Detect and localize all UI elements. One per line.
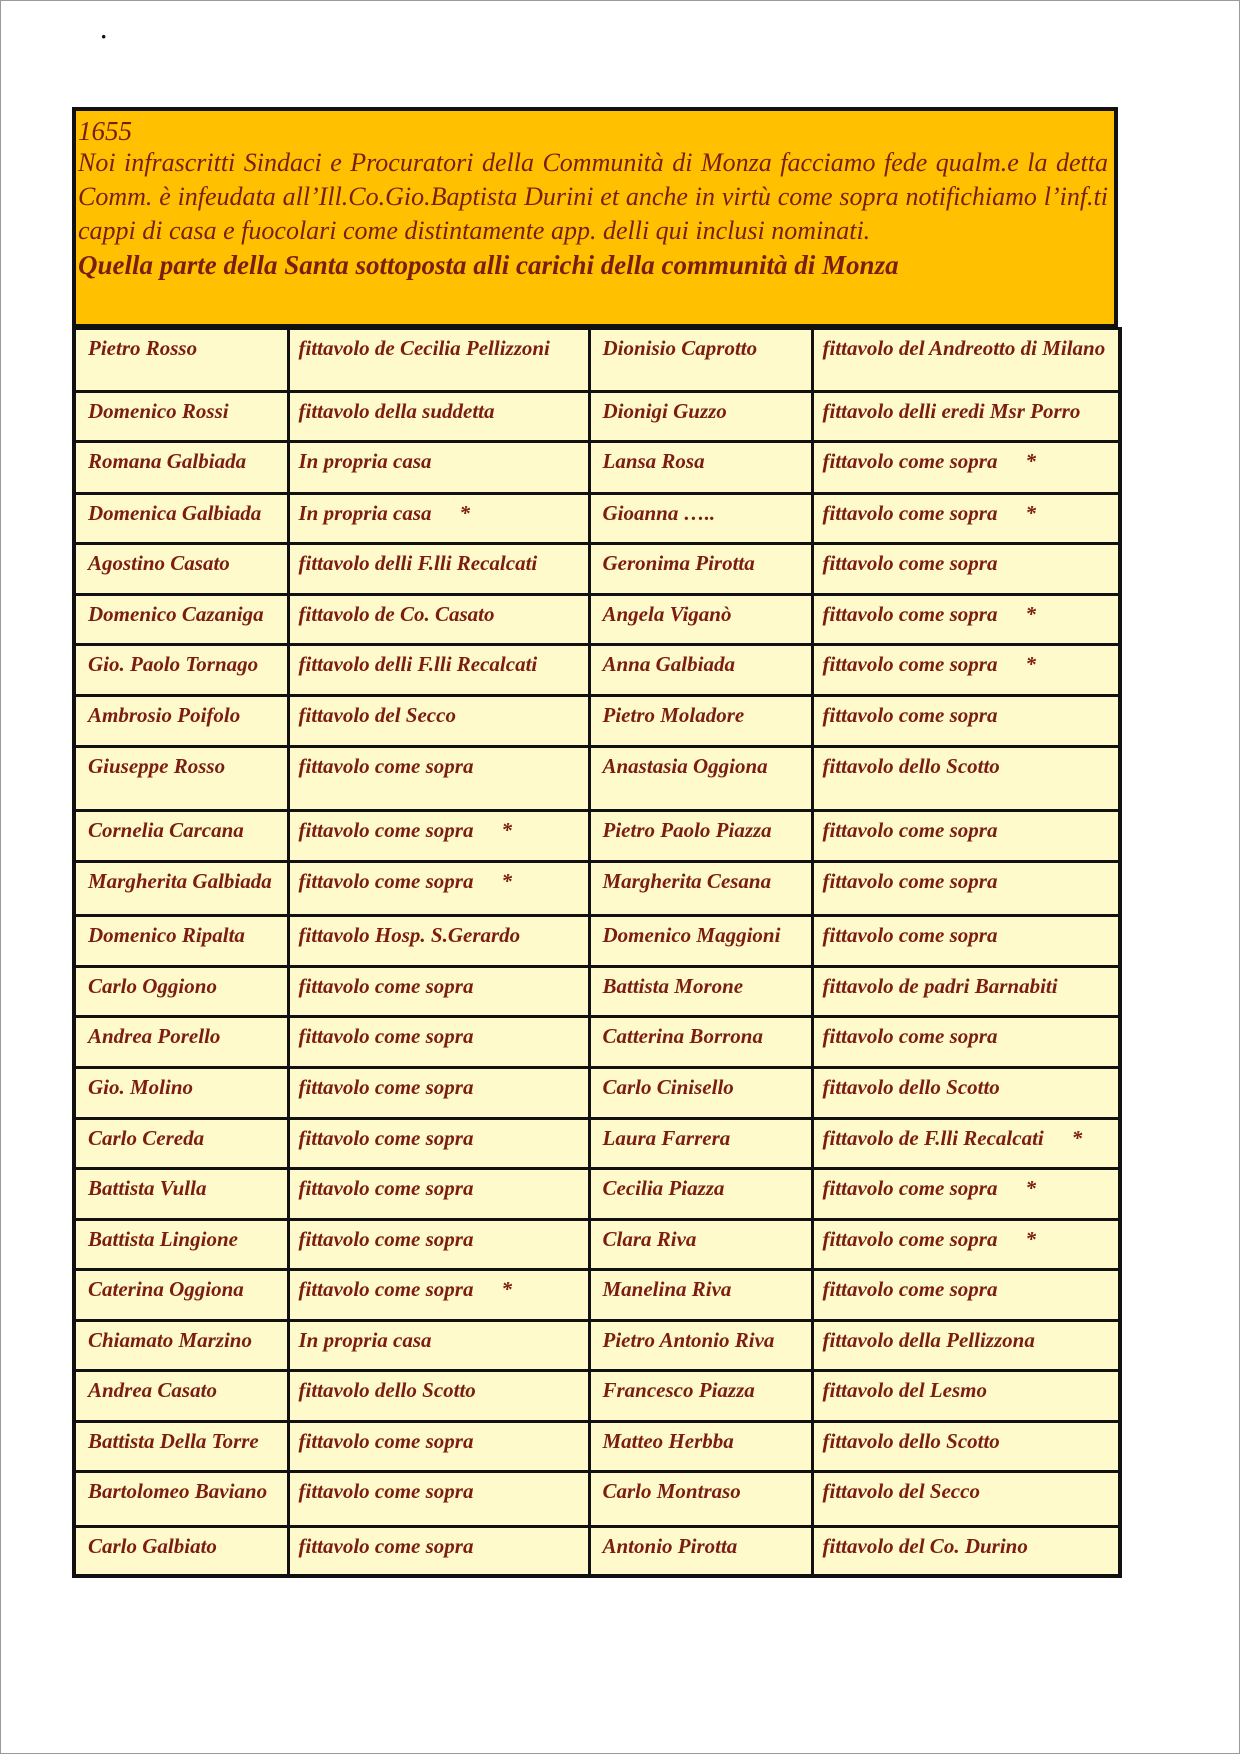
person-name-right-text: Dionigi Guzzo bbox=[602, 398, 727, 423]
person-name-left-text: Battista Della Torre bbox=[88, 1428, 259, 1453]
tenancy-right bbox=[812, 966, 1120, 1017]
person-name-left-text: Ambrosio Poifolo bbox=[88, 702, 241, 727]
tenancy-left bbox=[288, 391, 589, 442]
tenancy-left bbox=[288, 645, 589, 696]
tenancy-right bbox=[812, 1118, 1120, 1169]
table-row bbox=[74, 916, 1120, 967]
table-row bbox=[74, 1320, 1120, 1371]
tenancy-left-text: fittavolo come sopra bbox=[298, 1125, 474, 1150]
tenancy-right-text: fittavolo come sopra bbox=[822, 652, 998, 677]
tenancy-left-text: fittavolo del Secco bbox=[298, 702, 456, 727]
tenancy-right-text: fittavolo come sopra bbox=[822, 1277, 998, 1302]
tenancy-right bbox=[812, 391, 1120, 442]
person-name-left-text: Battista Lingione bbox=[88, 1226, 238, 1251]
person-name-right bbox=[589, 493, 812, 544]
tenancy-left-text: fittavolo come sopra bbox=[298, 1024, 474, 1049]
person-name-left bbox=[74, 695, 288, 746]
tenancy-right bbox=[812, 1320, 1120, 1371]
person-name-right bbox=[589, 1270, 812, 1321]
tenancy-left bbox=[288, 1421, 589, 1472]
person-name-left bbox=[74, 916, 288, 967]
table-row bbox=[74, 493, 1120, 544]
table-row bbox=[74, 1371, 1120, 1422]
person-name-right-text: Margherita Cesana bbox=[602, 868, 772, 893]
person-name-left bbox=[74, 1017, 288, 1068]
asterisk-mark: * bbox=[1025, 652, 1036, 677]
person-name-left-text: Margherita Galbiada bbox=[88, 868, 272, 893]
person-name-right bbox=[589, 391, 812, 442]
person-name-right bbox=[589, 1017, 812, 1068]
person-name-left-text: Gio. Paolo Tornago bbox=[88, 652, 259, 677]
tenancy-left bbox=[288, 1118, 589, 1169]
tenancy-left bbox=[288, 695, 589, 746]
person-name-right-text: Laura Farrera bbox=[602, 1125, 731, 1150]
tenancy-left-text: fittavolo come sopra bbox=[298, 1226, 474, 1251]
person-name-left-text: Andrea Casato bbox=[88, 1378, 217, 1403]
person-name-right bbox=[589, 1371, 812, 1422]
table-row bbox=[74, 1472, 1120, 1527]
person-name-left-text: Gio. Molino bbox=[88, 1074, 194, 1099]
table-row bbox=[74, 1219, 1120, 1270]
table-row bbox=[74, 695, 1120, 746]
asterisk-mark: * bbox=[1071, 1125, 1083, 1150]
tenancy-right-text: fittavolo come sopra bbox=[822, 551, 998, 576]
person-name-left bbox=[74, 861, 288, 916]
asterisk-mark: * bbox=[1025, 449, 1036, 474]
tenancy-left-text: In propria casa bbox=[298, 500, 432, 525]
person-name-left-text: Carlo Galbiato bbox=[88, 1533, 217, 1558]
tenancy-left-text: fittavolo come sopra bbox=[298, 973, 474, 998]
tenancy-right-text: fittavolo come sopra bbox=[822, 818, 998, 843]
person-name-left-text: Caterina Oggiona bbox=[88, 1277, 244, 1302]
person-name-left-text: Domenica Galbiada bbox=[88, 500, 262, 525]
person-name-right-text: Clara Riva bbox=[602, 1226, 697, 1251]
person-name-right bbox=[589, 1169, 812, 1220]
person-name-left bbox=[74, 1118, 288, 1169]
person-name-left-text: Andrea Porello bbox=[88, 1024, 221, 1049]
person-name-left-text: Pietro Rosso bbox=[88, 336, 198, 360]
tenancy-left-text: fittavolo delli F.lli Recalcati bbox=[298, 652, 538, 677]
register-body bbox=[74, 329, 1120, 1577]
tenancy-left-text: fittavolo come sopra bbox=[298, 1074, 474, 1099]
tenancy-right bbox=[812, 916, 1120, 967]
person-name-right bbox=[589, 966, 812, 1017]
person-name-left bbox=[74, 442, 288, 494]
asterisk-mark: * bbox=[459, 500, 471, 525]
person-name-left bbox=[74, 1219, 288, 1270]
person-name-right bbox=[589, 811, 812, 862]
tenancy-left bbox=[288, 1067, 589, 1118]
tenancy-left-text: fittavolo come sopra bbox=[298, 1176, 474, 1201]
person-name-right-text: Battista Morone bbox=[602, 973, 744, 998]
person-name-left-text: Domenico Rossi bbox=[88, 398, 229, 423]
tenancy-left-text: fittavolo come sopra bbox=[298, 1479, 474, 1504]
tenancy-left bbox=[288, 746, 589, 811]
tenancy-left-text: fittavolo de Cecilia Pellizzoni bbox=[298, 336, 550, 360]
table-row bbox=[74, 594, 1120, 645]
person-name-right-text: Pietro Paolo Piazza bbox=[602, 818, 772, 843]
person-name-right-text: Anastasia Oggiona bbox=[602, 753, 768, 778]
tenancy-left bbox=[288, 493, 589, 544]
tenancy-left-text: In propria casa bbox=[298, 1327, 432, 1352]
person-name-left bbox=[74, 645, 288, 696]
table-row bbox=[74, 811, 1120, 862]
table-row bbox=[74, 1017, 1120, 1068]
person-name-right bbox=[589, 916, 812, 967]
tenancy-right-text: fittavolo come sopra bbox=[822, 449, 998, 474]
table-row bbox=[74, 746, 1120, 811]
tenancy-right bbox=[812, 1472, 1120, 1527]
person-name-right bbox=[589, 1067, 812, 1118]
tenancy-left bbox=[288, 329, 589, 392]
table-row bbox=[74, 329, 1120, 392]
person-name-right-text: Gioanna ….. bbox=[602, 500, 716, 525]
document-year: 1655 bbox=[78, 116, 132, 146]
tenancy-left-text: fittavolo come sopra bbox=[298, 1277, 474, 1302]
person-name-right bbox=[589, 1219, 812, 1270]
tenancy-right bbox=[812, 1421, 1120, 1472]
table-row bbox=[74, 1067, 1120, 1118]
tenancy-right-text: fittavolo come sopra bbox=[822, 601, 998, 626]
person-name-right bbox=[589, 861, 812, 916]
tenancy-right bbox=[812, 861, 1120, 916]
person-name-left bbox=[74, 594, 288, 645]
tenancy-left-text: fittavolo della suddetta bbox=[298, 398, 495, 423]
asterisk-mark: * bbox=[501, 818, 512, 843]
person-name-left bbox=[74, 329, 288, 392]
tenancy-left-text: fittavolo Hosp. S.Gerardo bbox=[298, 923, 521, 948]
tenancy-right-text: fittavolo come sopra bbox=[822, 1024, 998, 1049]
tenancy-right bbox=[812, 594, 1120, 645]
person-name-left bbox=[74, 391, 288, 442]
tenancy-right bbox=[812, 1219, 1120, 1270]
document-header bbox=[72, 107, 1118, 327]
person-name-left-text: Carlo Oggiono bbox=[88, 973, 217, 998]
person-name-left bbox=[74, 1320, 288, 1371]
person-name-left-text: Giuseppe Rosso bbox=[88, 753, 226, 778]
person-name-right bbox=[589, 442, 812, 494]
person-name-right-text: Manelina Riva bbox=[602, 1277, 732, 1302]
tenancy-right-text: fittavolo come sopra bbox=[822, 500, 998, 525]
tenancy-right bbox=[812, 1270, 1120, 1321]
tenancy-left bbox=[288, 1270, 589, 1321]
declaration-text: Noi infrascritti Sindaci e Procuratori della Communità di Monza facciamo fede qualm.e la detta Comm. è infeudata all’Ill.Co.Gio.Baptista Durini et anche in virtù come sopra notifichiamo l’inf.ti cappi di casa e fuocolari come distintamente app. delli qui inclusi nominati. bbox=[78, 148, 1108, 245]
person-name-right-text: Francesco Piazza bbox=[602, 1378, 755, 1403]
person-name-left bbox=[74, 1169, 288, 1220]
person-name-left bbox=[74, 811, 288, 862]
tenancy-right-text: fittavolo del Secco bbox=[822, 1479, 980, 1504]
tenancy-left bbox=[288, 916, 589, 967]
person-name-left-text: Chiamato Marzino bbox=[88, 1327, 252, 1352]
person-name-left bbox=[74, 544, 288, 595]
person-name-right-text: Catterina Borrona bbox=[602, 1024, 763, 1049]
tenancy-right-text: fittavolo del Andreotto di Milano bbox=[822, 336, 1106, 360]
person-name-right bbox=[589, 544, 812, 595]
person-name-left-text: Carlo Cereda bbox=[88, 1125, 205, 1150]
person-name-right bbox=[589, 1118, 812, 1169]
tenancy-left bbox=[288, 594, 589, 645]
tenancy-left-text: fittavolo come sopra bbox=[298, 1533, 474, 1558]
tenancy-right bbox=[812, 1526, 1120, 1576]
register-subtitle: Quella parte della Santa sottoposta alli carichi della communità di Monza bbox=[78, 250, 899, 280]
person-name-right bbox=[589, 645, 812, 696]
tenancy-right bbox=[812, 493, 1120, 544]
person-name-right-text: Pietro Moladore bbox=[602, 702, 745, 727]
tenancy-left bbox=[288, 1219, 589, 1270]
tenancy-left bbox=[288, 1320, 589, 1371]
tenancy-right-text: fittavolo come sopra bbox=[822, 702, 998, 727]
asterisk-mark: * bbox=[501, 1277, 512, 1302]
person-name-left bbox=[74, 1472, 288, 1527]
person-name-left-text: Agostino Casato bbox=[88, 551, 230, 576]
tenancy-right-text: fittavolo dello Scotto bbox=[822, 1074, 1000, 1099]
table-row bbox=[74, 1118, 1120, 1169]
household-register-table bbox=[72, 327, 1122, 1578]
tenancy-left-text: fittavolo come sopra bbox=[298, 753, 474, 778]
tenancy-left-text: fittavolo de Co. Casato bbox=[298, 601, 495, 626]
person-name-right bbox=[589, 1472, 812, 1527]
table-row bbox=[74, 442, 1120, 494]
person-name-right-text: Antonio Pirotta bbox=[602, 1533, 738, 1558]
tenancy-right bbox=[812, 1017, 1120, 1068]
tenancy-right-text: fittavolo dello Scotto bbox=[822, 753, 1000, 778]
asterisk-mark: * bbox=[1025, 500, 1036, 525]
tenancy-right bbox=[812, 329, 1120, 392]
person-name-right-text: Cecilia Piazza bbox=[602, 1176, 725, 1201]
table-row bbox=[74, 1421, 1120, 1472]
tenancy-left bbox=[288, 811, 589, 862]
tenancy-left bbox=[288, 442, 589, 494]
tenancy-right bbox=[812, 544, 1120, 595]
tenancy-right-text: fittavolo come sopra bbox=[822, 923, 998, 948]
person-name-left bbox=[74, 1371, 288, 1422]
tenancy-right bbox=[812, 1169, 1120, 1220]
tenancy-right-text: fittavolo de F.lli Recalcati bbox=[822, 1125, 1044, 1150]
tenancy-left bbox=[288, 861, 589, 916]
person-name-right bbox=[589, 1526, 812, 1576]
tenancy-left bbox=[288, 1017, 589, 1068]
tenancy-left-text: In propria casa bbox=[298, 449, 432, 474]
person-name-left-text: Romana Galbiada bbox=[88, 449, 247, 474]
tenancy-right bbox=[812, 1067, 1120, 1118]
table-row bbox=[74, 645, 1120, 696]
person-name-right-text: Pietro Antonio Riva bbox=[602, 1327, 775, 1352]
asterisk-mark: * bbox=[1025, 1176, 1036, 1201]
tenancy-right-text: fittavolo del Lesmo bbox=[822, 1378, 987, 1403]
tenancy-right-text: fittavolo delli eredi Msr Porro bbox=[822, 398, 1081, 423]
person-name-right-text: Domenico Maggioni bbox=[602, 923, 781, 948]
person-name-right-text: Lansa Rosa bbox=[602, 449, 705, 474]
tenancy-left-text: fittavolo come sopra bbox=[298, 1428, 474, 1453]
tenancy-left bbox=[288, 1169, 589, 1220]
person-name-right-text: Anna Galbiada bbox=[602, 652, 735, 677]
tenancy-left bbox=[288, 966, 589, 1017]
tenancy-right bbox=[812, 1371, 1120, 1422]
person-name-right-text: Geronima Pirotta bbox=[602, 551, 755, 576]
tenancy-right-text: fittavolo del Co. Durino bbox=[822, 1533, 1028, 1558]
tenancy-right-text: fittavolo come sopra bbox=[822, 1176, 998, 1201]
person-name-right bbox=[589, 1421, 812, 1472]
asterisk-mark: * bbox=[1025, 601, 1036, 626]
tenancy-right-text: fittavolo come sopra bbox=[822, 1226, 998, 1251]
tenancy-left bbox=[288, 1371, 589, 1422]
person-name-left-text: Cornelia Carcana bbox=[88, 818, 244, 843]
tenancy-right bbox=[812, 695, 1120, 746]
person-name-left-text: Domenico Ripalta bbox=[88, 923, 245, 948]
table-row bbox=[74, 1169, 1120, 1220]
person-name-left bbox=[74, 966, 288, 1017]
tenancy-left-text: fittavolo come sopra bbox=[298, 818, 474, 843]
person-name-left-text: Battista Vulla bbox=[88, 1176, 207, 1201]
tenancy-right-text: fittavolo de padri Barnabiti bbox=[822, 973, 1058, 998]
person-name-left bbox=[74, 1270, 288, 1321]
tenancy-left-text: fittavolo delli F.lli Recalcati bbox=[298, 551, 538, 576]
person-name-left bbox=[74, 746, 288, 811]
person-name-right-text: Carlo Montraso bbox=[602, 1479, 741, 1504]
table-row bbox=[74, 1526, 1120, 1576]
tenancy-right-text: fittavolo come sopra bbox=[822, 868, 998, 893]
asterisk-mark: * bbox=[501, 868, 512, 893]
tenancy-left bbox=[288, 1472, 589, 1527]
table-row bbox=[74, 391, 1120, 442]
table-row bbox=[74, 544, 1120, 595]
tenancy-right-text: fittavolo dello Scotto bbox=[822, 1428, 1000, 1453]
tenancy-left-text: fittavolo dello Scotto bbox=[298, 1378, 476, 1403]
tenancy-right bbox=[812, 645, 1120, 696]
person-name-right bbox=[589, 746, 812, 811]
tenancy-right bbox=[812, 746, 1120, 811]
tenancy-left bbox=[288, 544, 589, 595]
table-row bbox=[74, 966, 1120, 1017]
person-name-left bbox=[74, 493, 288, 544]
person-name-right bbox=[589, 695, 812, 746]
tenancy-left bbox=[288, 1526, 589, 1576]
person-name-left bbox=[74, 1421, 288, 1472]
person-name-right-text: Carlo Cinisello bbox=[602, 1074, 734, 1099]
person-name-right-text: Dionisio Caprotto bbox=[602, 336, 758, 360]
asterisk-mark: * bbox=[1025, 1226, 1036, 1251]
person-name-right bbox=[589, 1320, 812, 1371]
person-name-right bbox=[589, 329, 812, 392]
tenancy-right bbox=[812, 811, 1120, 862]
person-name-left bbox=[74, 1526, 288, 1576]
person-name-right-text: Angela Viganò bbox=[602, 601, 732, 626]
stray-mark: · bbox=[100, 24, 108, 49]
table-row bbox=[74, 1270, 1120, 1321]
person-name-left bbox=[74, 1067, 288, 1118]
person-name-right-text: Matteo Herbba bbox=[602, 1428, 734, 1453]
tenancy-right bbox=[812, 442, 1120, 494]
person-name-right bbox=[589, 594, 812, 645]
tenancy-right-text: fittavolo della Pellizzona bbox=[822, 1327, 1035, 1352]
person-name-left-text: Bartolomeo Baviano bbox=[88, 1479, 268, 1504]
table-row bbox=[74, 861, 1120, 916]
person-name-left-text: Domenico Cazaniga bbox=[88, 601, 264, 626]
tenancy-left-text: fittavolo come sopra bbox=[298, 868, 474, 893]
